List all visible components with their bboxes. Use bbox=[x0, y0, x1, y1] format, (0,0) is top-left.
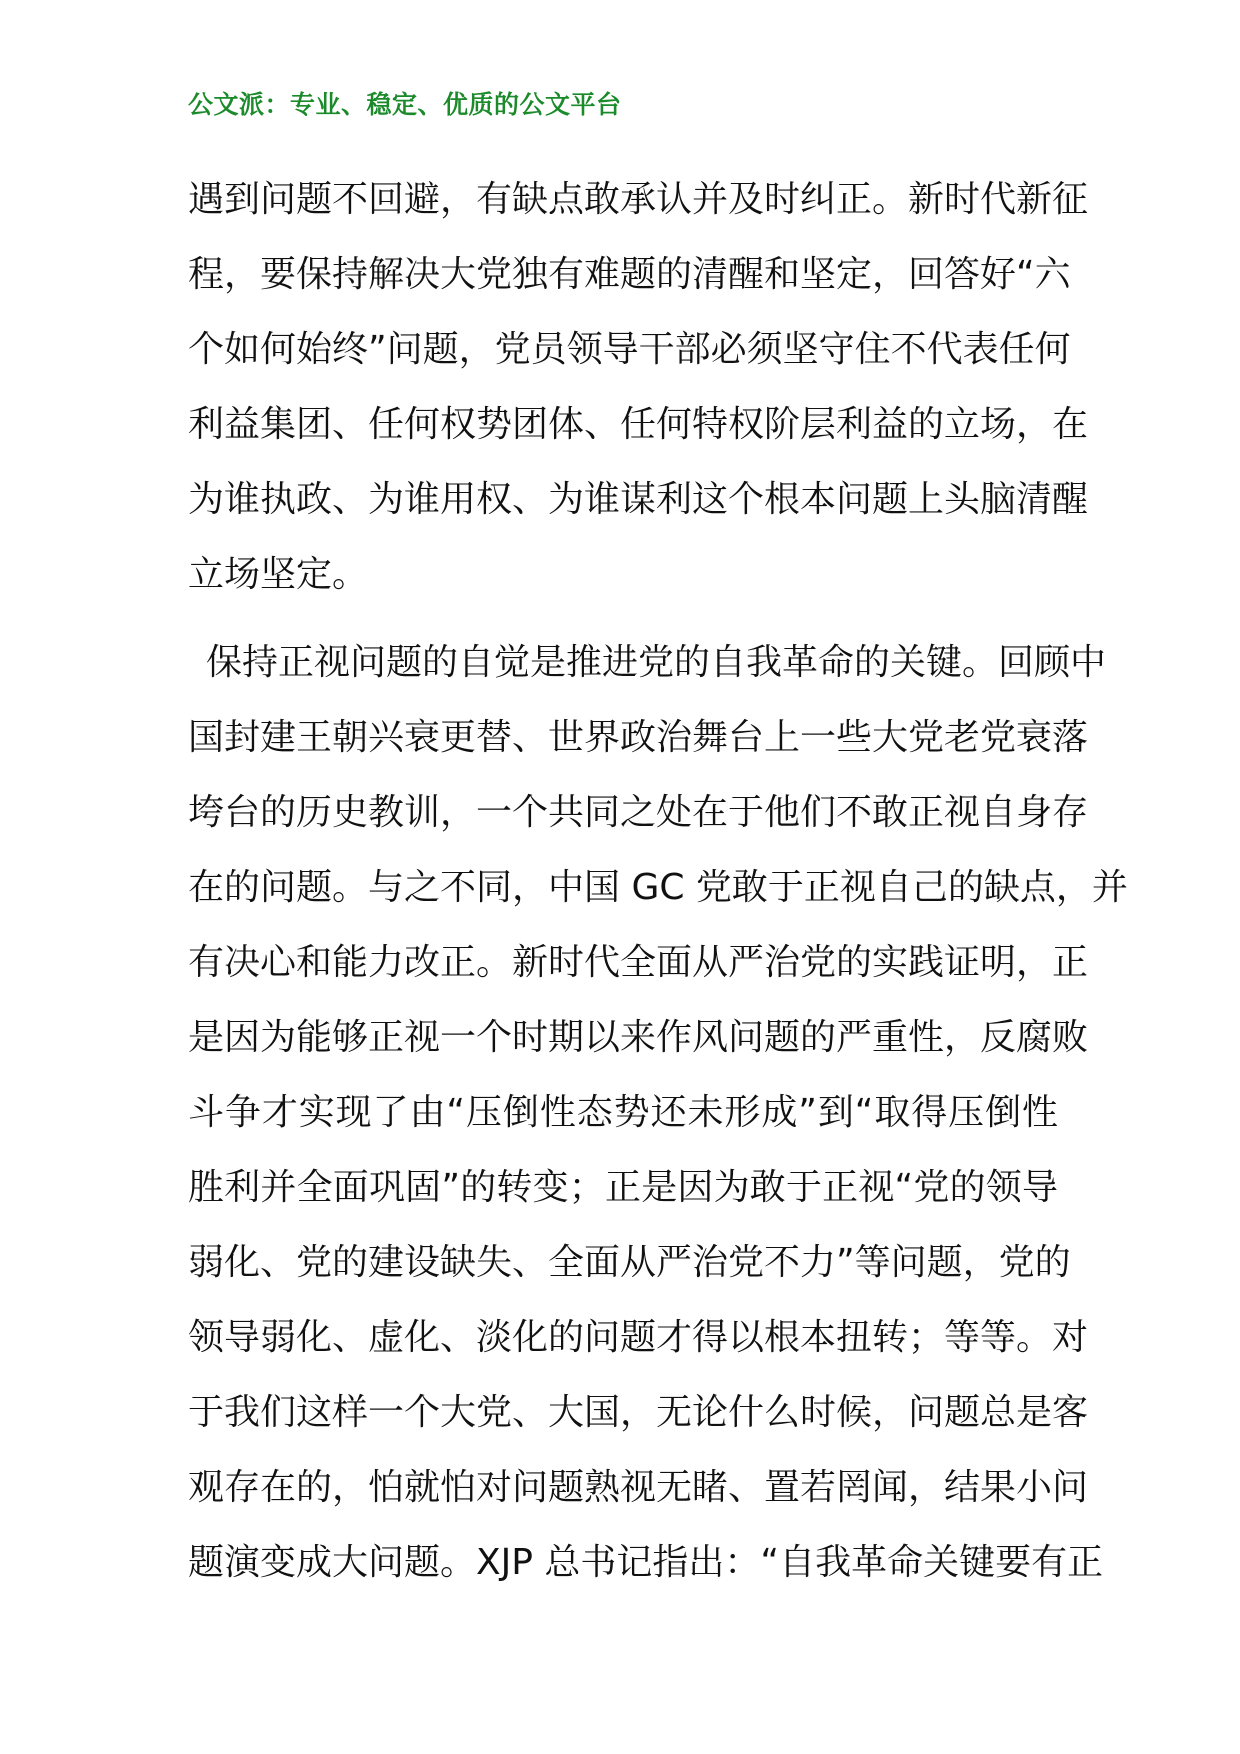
text-line: 在的问题。与之不同，中国 GC 党敢于正视自己的缺点，并 bbox=[188, 867, 1128, 908]
paragraph-2 bbox=[188, 625, 1128, 1600]
text-line: 垮台的历史教训，一个共同之处在于他们不敢正视自身存 bbox=[188, 792, 1089, 833]
header-banner: 公文派：专业、稳定、优质的公文平台 bbox=[188, 90, 622, 119]
text-line: 为谁执政、为谁用权、为谁谋利这个根本问题上头脑清醒 bbox=[188, 479, 1089, 520]
text-line: 斗争才实现了由“压倒性态势还未形成”到“取得压倒性 bbox=[188, 1092, 1058, 1133]
text-line: 遇到问题不回避，有缺点敢承认并及时纠正。新时代新征 bbox=[188, 179, 1089, 220]
text-line: 国封建王朝兴衰更替、世界政治舞台上一些大党老党衰落 bbox=[188, 717, 1089, 758]
text-line: 领导弱化、虚化、淡化的问题才得以根本扭转；等等。对 bbox=[188, 1317, 1089, 1358]
text-line: 题演变成大问题。XJP 总书记指出：“自我革命关键要有正 bbox=[188, 1542, 1104, 1583]
text-line: 程，要保持解决大党独有难题的清醒和坚定，回答好“六 bbox=[188, 254, 1071, 295]
text-line: 有决心和能力改正。新时代全面从严治党的实践证明，正 bbox=[188, 942, 1089, 983]
paragraph-1 bbox=[188, 162, 1089, 612]
text-line: 弱化、党的建设缺失、全面从严治党不力”等问题，党的 bbox=[188, 1242, 1071, 1283]
text-line: 利益集团、任何权势团体、任何特权阶层利益的立场，在 bbox=[188, 404, 1089, 445]
text-line: 于我们这样一个大党、大国，无论什么时候，问题总是客 bbox=[188, 1392, 1089, 1433]
text-line: 是因为能够正视一个时期以来作风问题的严重性，反腐败 bbox=[188, 1017, 1089, 1058]
text-line: 个如何始终”问题，党员领导干部必须坚守住不代表任何 bbox=[188, 329, 1071, 370]
text-line: 胜利并全面巩固”的转变；正是因为敢于正视“党的领导 bbox=[188, 1167, 1058, 1208]
text-line: 立场坚定。 bbox=[188, 554, 369, 595]
text-line: 观存在的，怕就怕对问题熟视无睹、置若罔闻，结果小问 bbox=[188, 1467, 1089, 1508]
text-line: 保持正视问题的自觉是推进党的自我革命的关键。回顾中 bbox=[206, 642, 1107, 683]
